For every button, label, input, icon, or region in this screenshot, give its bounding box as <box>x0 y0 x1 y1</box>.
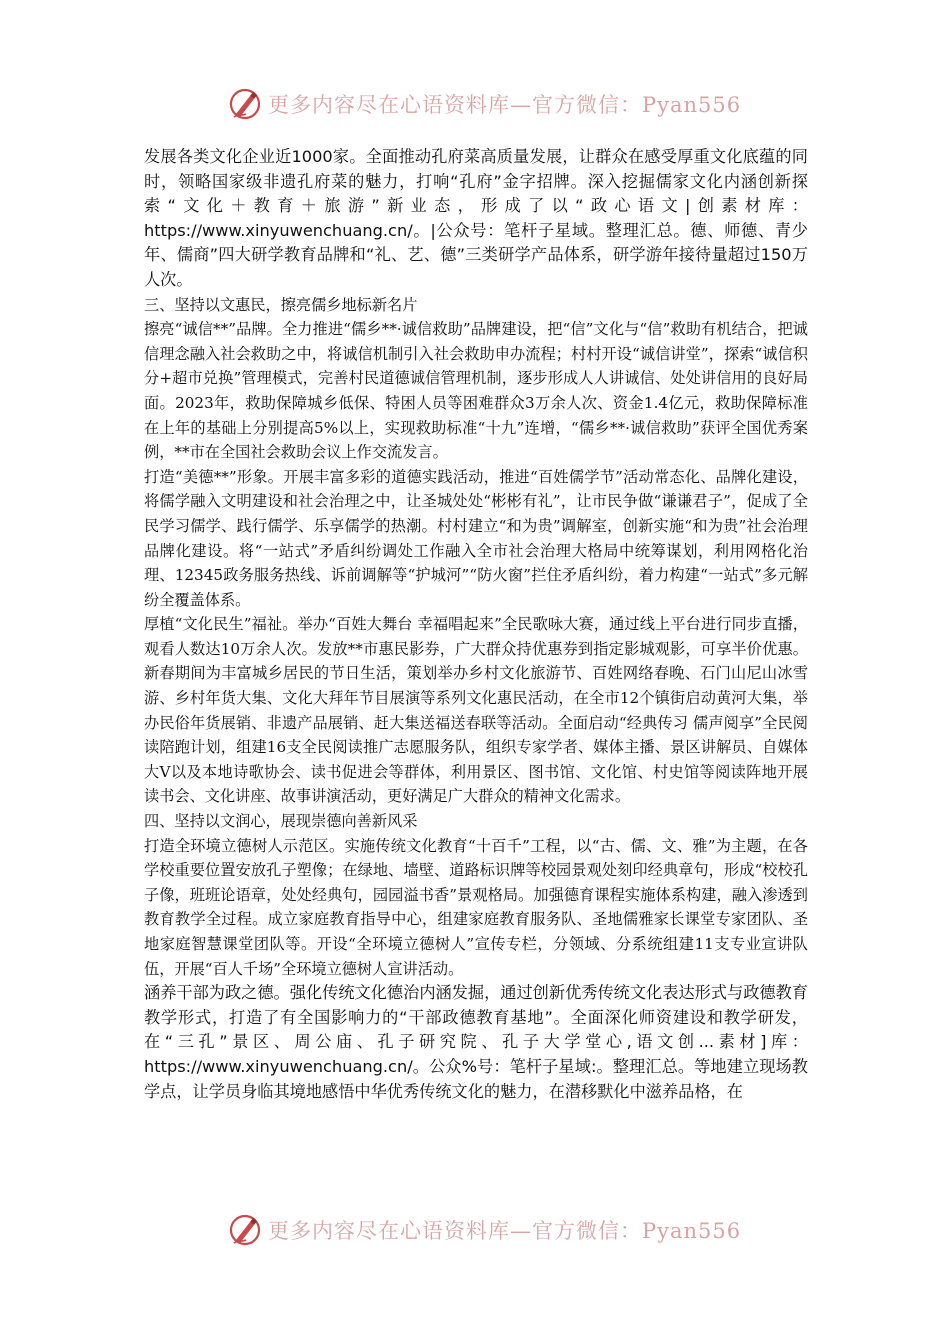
pen-in-circle-logo-icon <box>228 87 262 121</box>
footer-banner <box>0 1210 950 1250</box>
pen-in-circle-logo-icon <box>228 1213 262 1247</box>
section-heading: 三、坚持以文惠民，擦亮儒乡地标新名片 <box>144 295 418 314</box>
header-banner <box>0 84 950 124</box>
section-heading: 四、坚持以文润心，展现崇德向善新风采 <box>144 812 418 831</box>
footer-banner-text: 更多内容尽在心语资料库—官方微信：Pyan556 <box>268 1219 742 1243</box>
paragraph: 擦亮“诚信**”品牌。全力推进“儒乡**·诚信救助”品牌建设，把“信”文化与“信”救助有机结合，把诚信理念融入社会救助之中，将诚信机制引入社会救助申办流程；村村开设“诚信讲堂”，探索“诚信积分+超市兑换”管理模式，完善村民道德诚信管理机制，逐步形成人人讲诚信、处处讲信用的良好局面。2023年，救助保障城乡低保、特困人员等困难群众3万余人次、资金1.4亿元，救助保障标准在上年的基础上分别提高5%以上，实现救助标准“十九”连增，“儒乡**·诚信救助”获评全国优秀案例，**市在全国社会救助会议上作交流发言。 <box>144 320 808 462</box>
header-banner-text: 更多内容尽在心语资料库—官方微信：Pyan556 <box>268 93 742 117</box>
paragraph: 打造全环境立德树人示范区。实施传统文化教育“十百千”工程，以“古、儒、文、雅”为主题，在各学校重要位置安放孔子塑像；在绿地、墙壁、道路标识牌等校园景观处刻印经典章句，形成“校校孔子像，班班论语章，处处经典句，园园溢书香”景观格局。加强德育课程实施体系构建，融入渗透到教育教学全过程。成立家庭教育指导中心，组建家庭教育服务队、圣地儒雅家长课堂专家团队、圣地家庭智慧课堂团队等。开设“全环境立德树人”宣传专栏，分领域、分系统组建11支专业宣讲队伍，开展“百人千场”全环境立德树人宣讲活动。 <box>144 836 808 978</box>
paragraph: 发展各类文化企业近1000家。全面推动孔府菜高质量发展，让群众在感受厚重文化底蕴的同时，领略国家级非遗孔府菜的魅力，打响“孔府”金字招牌。深入挖掘儒家文化内涵创新探索“文化＋教育＋旅游”新业态，形成了以“政心语文|创素材库：https://www.xinyuwenchuang.cn/。|公众号：笔杆子星域。整理汇总。德、师德、青少年、儒商”四大研学教育品牌和“礼、艺、德”三类研学产品体系，研学游年接待量超过150万人次。 <box>144 147 808 289</box>
paragraph: 厚植“文化民生”福祉。举办“百姓大舞台 幸福唱起来”全民歌咏大赛，通过线上平台进行同步直播，观看人数达10万余人次。发放**市惠民影券，广大群众持优惠券到指定影城观影，可享半价优惠。新春期间为丰富城乡居民的节日生活，策划举办乡村文化旅游节、百姓网络春晚、石门山尼山冰雪游、乡村年货大集、文化大拜年节目展演等系列文化惠民活动，在全市12个镇街启动黄河大集，举办民俗年货展销、非遗产品展销、赶大集送福送春联等活动。全面启动“经典传习 儒声阅享”全民阅读陪跑计划，组建16支全民阅读推广志愿服务队，组织专家学者、媒体主播、景区讲解员、自媒体大V以及本地诗歌协会、读书促进会等群体，利用景区、图书馆、文化馆、村史馆等阅读阵地开展读书会、文化讲座、故事讲演活动，更好满足广大群众的精神文化需求。 <box>144 615 808 806</box>
paragraph: 涵养干部为政之德。强化传统文化德治内涵发掘，通过创新优秀传统文化表达形式与政德教育教学形式，打造了有全国影响力的“干部政德教育基地”。全面深化师资建设和教学研发，在“三孔”景区、周公庙、孔子研究院、孔子大学堂心,语文创...素材]库：https://www.xinyuwenchuang.cn/。公众%号：笔杆子星域:。整理汇总。等地建立现场教学点，让学员身临其境地感悟中华优秀传统文化的魅力，在潜移默化中滋养品格，在 <box>144 983 808 1101</box>
document-body <box>144 145 808 1104</box>
paragraph: 打造“美德**”形象。开展丰富多彩的道德实践活动，推进“百姓儒学节”活动常态化、品牌化建设，将儒学融入文明建设和社会治理之中，让圣城处处“彬彬有礼”，让市民争做“谦谦君子”，促成了全民学习儒学、践行儒学、乐享儒学的热潮。村村建立“和为贵”调解室，创新实施“和为贵”社会治理品牌化建设。将“一站式”矛盾纠纷调处工作融入全市社会治理大格局中统筹谋划，利用网格化治理、12345政务服务热线、诉前调解等“护城河”“防火窗”拦住矛盾纠纷，着力构建“一站式”多元解纷全覆盖体系。 <box>144 467 808 609</box>
